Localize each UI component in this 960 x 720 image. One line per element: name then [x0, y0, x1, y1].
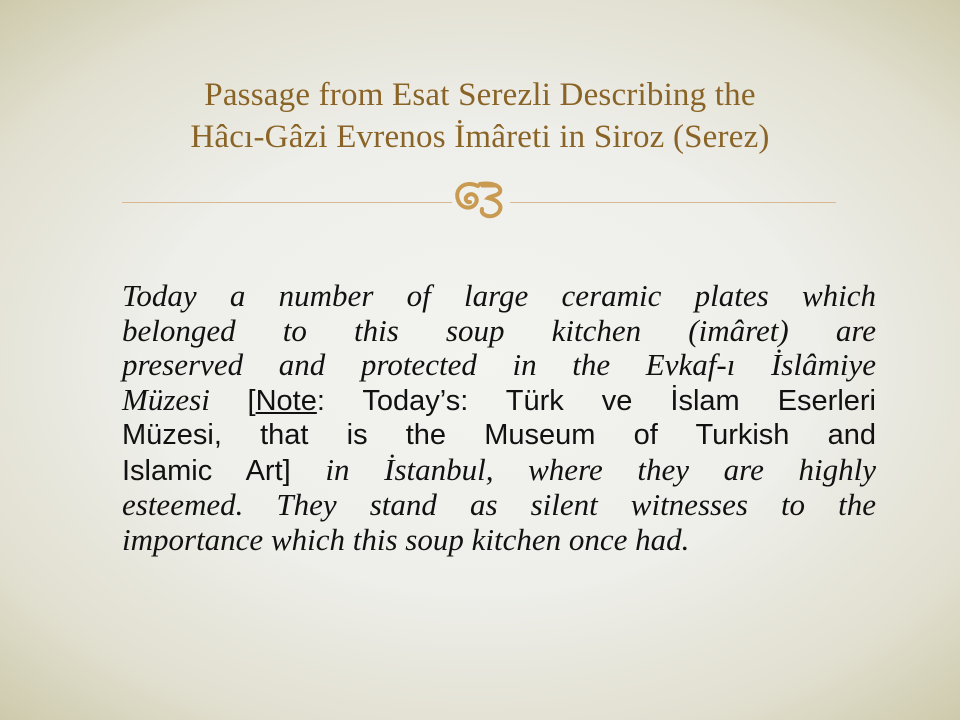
passage-line: importance which this soup kitchen once had.	[122, 521, 690, 557]
passage-line: Today a number of large ceramic plates which	[122, 278, 876, 313]
passage-line: esteemed. They stand as silent witnesses to the	[122, 487, 876, 522]
passage-segment-italic: in İstanbul, where they are highly	[290, 451, 876, 487]
passage-line: preserved and protected in the Evkaf-ı İslâmiye	[122, 347, 876, 382]
swirl-ornament-icon	[452, 176, 510, 220]
title-line-2: Hâcı-Gâzi Evrenos İmâreti in Siroz (Serez)	[190, 119, 770, 155]
passage-text	[122, 279, 876, 557]
divider-left	[122, 202, 452, 203]
note-text: : Today’s: Türk ve İslam Eserleri	[316, 384, 876, 417]
divider-right	[510, 202, 836, 203]
passage-line	[122, 453, 876, 489]
note-bracket: [	[247, 384, 256, 417]
note-label: Note	[255, 384, 317, 417]
title-line-1: Passage from Esat Serezli Describing the	[204, 77, 756, 113]
passage-segment-italic: Müzesi	[122, 381, 248, 417]
passage-line: Müzesi, that is the Museum of Turkish and	[122, 419, 876, 451]
slide-title	[100, 74, 860, 158]
note-text-end: Islamic Art]	[122, 454, 291, 487]
passage-line	[122, 383, 876, 419]
passage-line: belonged to this soup kitchen (imâret) are	[122, 312, 876, 348]
